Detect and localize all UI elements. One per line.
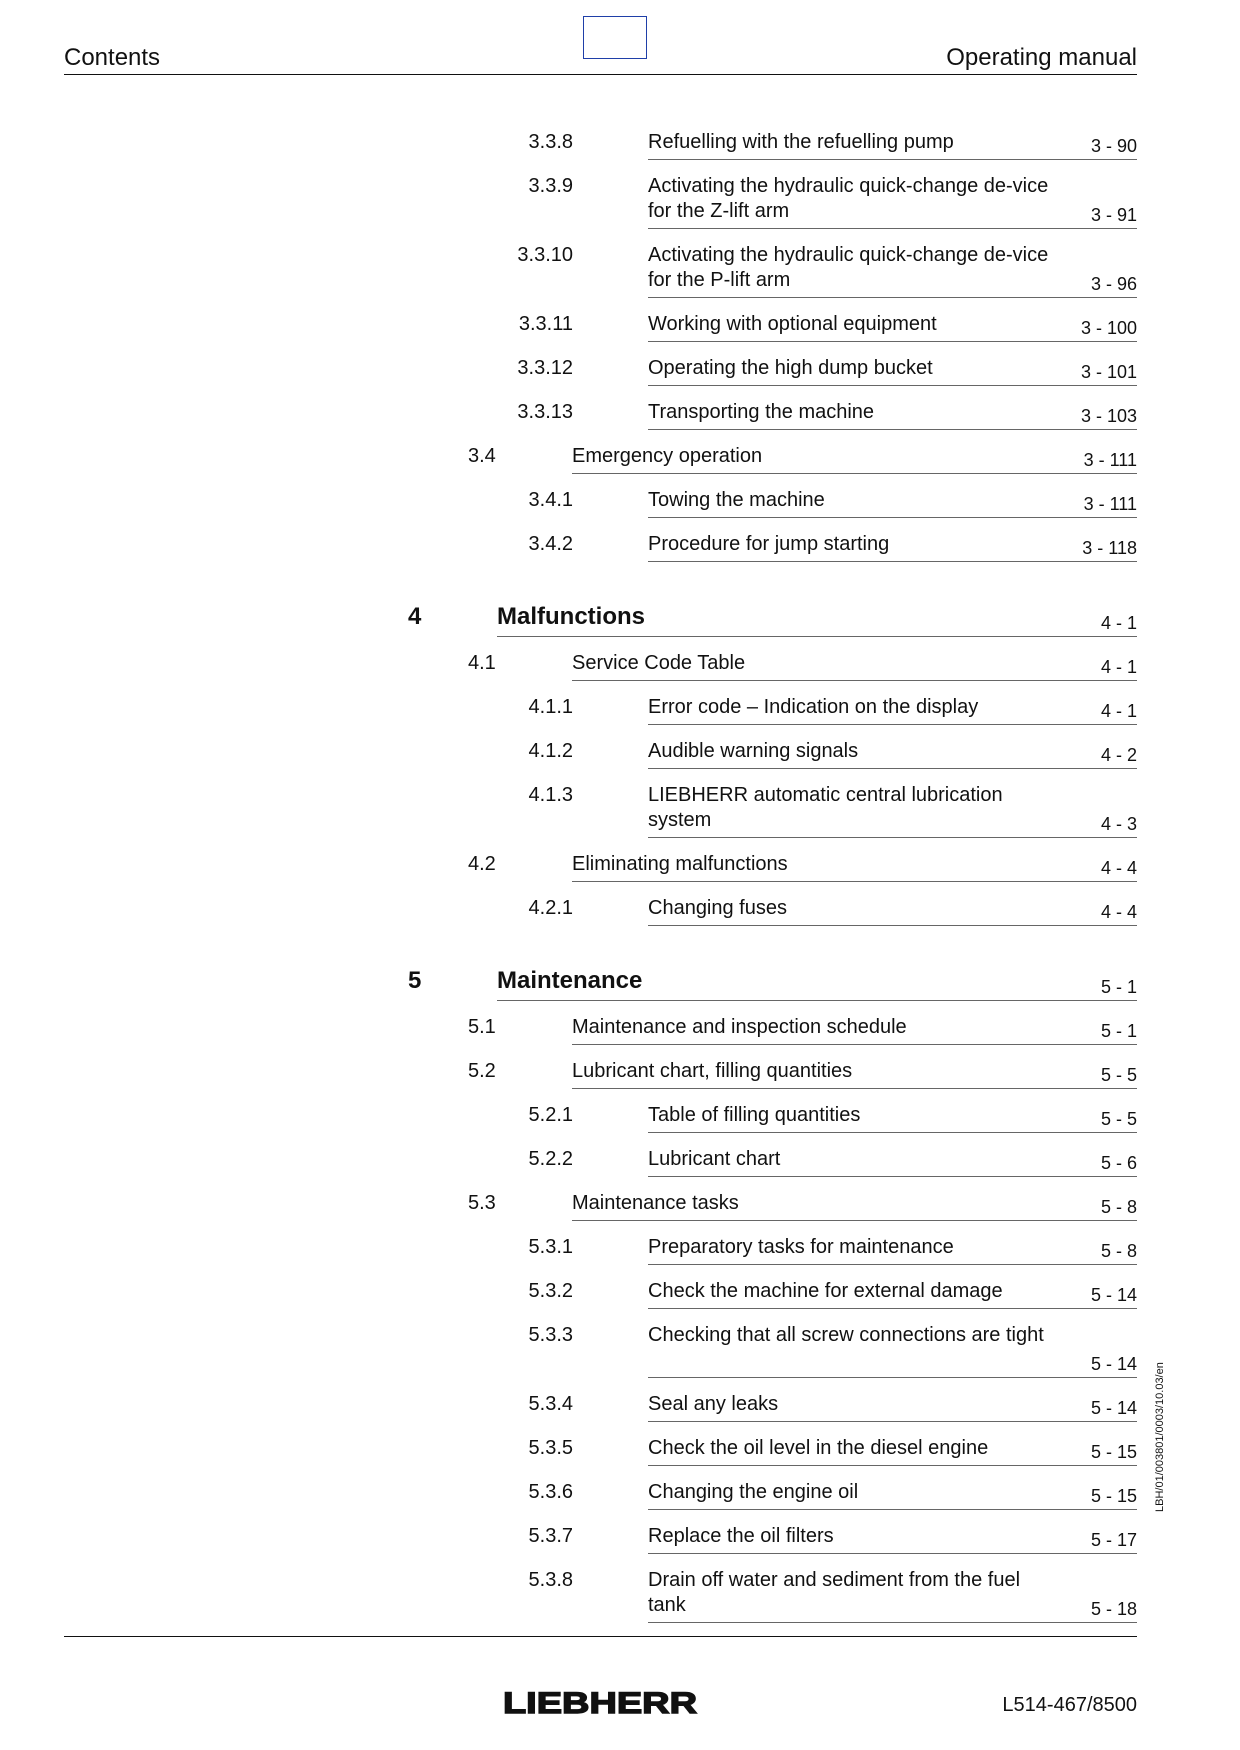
- toc-entry-number: 5.3.3: [528, 1324, 573, 1346]
- toc-entry-underline: [572, 473, 1137, 474]
- header-section-title: Contents: [64, 44, 161, 71]
- toc-entry-title: Eliminating malfunctions: [572, 853, 788, 875]
- liebherr-logo-text: LIEBHERR: [503, 1688, 698, 1718]
- toc-entry-number: 5.3.1: [528, 1236, 573, 1258]
- toc-entry[interactable]: [0, 1568, 1240, 1622]
- toc-entry-underline: [572, 1088, 1137, 1089]
- toc-entry-title: Lubricant chart, filling quantities: [572, 1060, 853, 1082]
- toc-entry[interactable]: [0, 1015, 1240, 1044]
- toc-entry-title: Refuelling with the refuelling pump: [648, 131, 954, 153]
- toc-entry-page: 5 - 6: [1100, 1153, 1137, 1173]
- toc-entry-number: 5.3.8: [528, 1569, 573, 1591]
- toc-entry-page: 5 - 15: [1090, 1486, 1137, 1506]
- document-code: LBH/01/003801/0003/10.03/en: [1154, 1362, 1166, 1512]
- toc-entry-page: 3 - 111: [1083, 494, 1137, 514]
- toc-entry-page: 3 - 96: [1090, 274, 1137, 294]
- toc-entry[interactable]: [0, 444, 1240, 473]
- toc-entry-underline: [648, 1132, 1137, 1133]
- toc-entry-number: 3.3.11: [518, 313, 573, 335]
- toc-entry-title: Procedure for jump starting: [648, 533, 890, 555]
- toc-entry-number: 3.3.12: [517, 357, 573, 379]
- toc-entry[interactable]: [0, 174, 1240, 228]
- toc-entry-title: Emergency operation: [572, 445, 763, 467]
- toc-entry-page: 5 - 5: [1100, 1109, 1137, 1129]
- toc-entry-page: 3 - 90: [1090, 136, 1137, 156]
- toc-entry-underline: [648, 925, 1137, 926]
- toc-entry[interactable]: [0, 1436, 1240, 1465]
- toc-entry-underline: [648, 1622, 1137, 1623]
- toc-entry[interactable]: [0, 1059, 1240, 1088]
- toc-entry-underline: [497, 636, 1137, 637]
- toc-entry-number: 4.1: [468, 652, 496, 674]
- toc-entry-page: 3 - 100: [1080, 318, 1137, 338]
- toc-entry-page: 5 - 15: [1090, 1442, 1137, 1462]
- toc-entry-title: Preparatory tasks for maintenance: [648, 1236, 954, 1258]
- toc-entry-title: Working with optional equipment: [648, 313, 937, 335]
- toc-entry-number: 5.3.7: [528, 1525, 573, 1547]
- toc-entry[interactable]: [0, 1392, 1240, 1421]
- toc-entry-underline: [648, 724, 1137, 725]
- toc-entry-number: 5.2: [468, 1060, 496, 1082]
- toc-entry[interactable]: [0, 532, 1240, 561]
- liebherr-logo: [500, 1688, 700, 1718]
- toc-entry[interactable]: [0, 356, 1240, 385]
- toc-entry-underline: [572, 881, 1137, 882]
- toc-entry[interactable]: [0, 1480, 1240, 1509]
- toc-entry-title: Seal any leaks: [648, 1393, 779, 1415]
- toc-entry-title: Changing fuses: [648, 897, 787, 919]
- toc-entry[interactable]: [0, 651, 1240, 680]
- toc-entry-number: 5.2.1: [528, 1104, 573, 1126]
- toc-entry-underline: [648, 297, 1137, 298]
- toc-entry-page: 5 - 18: [1090, 1599, 1137, 1619]
- toc-entry-underline: [648, 1421, 1137, 1422]
- toc-entry-title: Check the machine for external damage: [648, 1280, 1003, 1302]
- toc-entry-number: 3.3.10: [517, 244, 573, 266]
- model-number: L514-467/8500: [1002, 1694, 1137, 1716]
- toc-entry-title: Table of filling quantities: [648, 1104, 861, 1126]
- toc-entry-page: 5 - 17: [1090, 1530, 1137, 1550]
- toc-entry-page: 5 - 8: [1100, 1241, 1137, 1261]
- toc-entry[interactable]: [0, 130, 1240, 159]
- toc-entry-page: 4 - 4: [1100, 858, 1137, 878]
- toc-entry-underline: [648, 561, 1137, 562]
- toc-entry-page: 5 - 8: [1100, 1197, 1137, 1217]
- toc-entry-underline: [648, 429, 1137, 430]
- toc-entry-page: 5 - 14: [1090, 1398, 1137, 1418]
- toc-entry-underline: [648, 1465, 1137, 1466]
- toc-entry[interactable]: [0, 896, 1240, 925]
- header-document-title: Operating manual: [946, 44, 1137, 71]
- toc-entry-title: Error code – Indication on the display: [648, 696, 979, 718]
- toc-entry-page: 3 - 91: [1090, 205, 1137, 225]
- toc-entry-page: 4 - 3: [1100, 814, 1137, 834]
- toc-entry-underline: [648, 341, 1137, 342]
- toc-entry-title: Check the oil level in the diesel engine: [648, 1437, 989, 1459]
- toc-entry-underline: [648, 517, 1137, 518]
- toc-entry-title: Service Code Table: [572, 652, 746, 674]
- toc-entry-title: Changing the engine oil: [648, 1481, 859, 1503]
- toc-entry-page: 3 - 103: [1080, 406, 1137, 426]
- footer-divider: [64, 1636, 1137, 1637]
- toc-entry[interactable]: [0, 1147, 1240, 1176]
- toc-entry-number: 4.1.3: [528, 784, 573, 806]
- toc-entry-page: 5 - 14: [1090, 1285, 1137, 1305]
- toc-entry-title: Maintenance: [497, 967, 643, 994]
- toc-entry[interactable]: [0, 1235, 1240, 1264]
- toc-entry-title: Checking that all screw connections are tight: [648, 1324, 1044, 1346]
- toc-entry[interactable]: [0, 852, 1240, 881]
- toc-entry-number: 5: [408, 967, 422, 994]
- toc-entry-page: 4 - 1: [1100, 657, 1137, 677]
- toc-entry-title: Towing the machine: [648, 489, 825, 511]
- toc-entry-title: Lubricant chart: [648, 1148, 781, 1170]
- toc-entry-underline: [497, 1000, 1137, 1001]
- toc-entry-number: 3.3.8: [528, 131, 573, 153]
- toc-entry[interactable]: [0, 1103, 1240, 1132]
- toc-entry-page: 4 - 2: [1100, 745, 1137, 765]
- toc-entry-title: Activating the hydraulic quick-change de-vice for the P-lift arm: [648, 244, 1049, 291]
- toc-entry-underline: [648, 385, 1137, 386]
- toc-entry[interactable]: [0, 243, 1240, 297]
- toc-entry-page: 5 - 14: [1090, 1354, 1137, 1374]
- toc-entry[interactable]: [0, 1191, 1240, 1220]
- toc-entry[interactable]: [0, 1279, 1240, 1308]
- toc-entry-number: 3.3.13: [517, 401, 573, 423]
- toc-entry-number: 5.3.5: [528, 1437, 573, 1459]
- toc-entry-underline: [648, 768, 1137, 769]
- toc-entry-underline: [648, 1553, 1137, 1554]
- toc-entry-number: 5.3.4: [528, 1393, 573, 1415]
- toc-entry-underline: [648, 228, 1137, 229]
- toc-entry[interactable]: [0, 739, 1240, 768]
- toc-entry-number: 3.3.9: [528, 175, 573, 197]
- toc-entry-number: 5.1: [468, 1016, 496, 1038]
- toc-entry-page: 5 - 5: [1100, 1065, 1137, 1085]
- toc-entry[interactable]: [0, 602, 1240, 636]
- toc-entry-number: 5.3.6: [528, 1481, 573, 1503]
- toc-entry-title: Audible warning signals: [648, 740, 859, 762]
- toc-entry-number: 4.1.1: [528, 696, 573, 718]
- toc-entry-underline: [648, 837, 1137, 838]
- toc-entry-underline: [572, 1220, 1137, 1221]
- toc-entry[interactable]: [0, 966, 1240, 1000]
- toc-entry-title: Replace the oil filters: [648, 1525, 834, 1547]
- toc-entry[interactable]: [0, 1323, 1240, 1377]
- toc-entry-page: 3 - 101: [1080, 362, 1137, 382]
- toc-entry-number: 4.2.1: [528, 897, 573, 919]
- toc-entry-page: 4 - 4: [1100, 902, 1137, 922]
- toc-entry-underline: [572, 680, 1137, 681]
- toc-entry-title: Maintenance tasks: [572, 1192, 739, 1214]
- toc-entry-number: 3.4: [468, 445, 496, 467]
- toc-entry-title: Transporting the machine: [648, 401, 875, 423]
- toc-entry-underline: [648, 1264, 1137, 1265]
- toc-entry-underline: [648, 1308, 1137, 1309]
- toc-entry-underline: [648, 1377, 1137, 1378]
- toc-entry-title: Operating the high dump bucket: [648, 357, 933, 379]
- toc-entry-number: 3.4.1: [528, 489, 573, 511]
- toc-entry-title: Drain off water and sediment from the fuel tank: [648, 1569, 1021, 1616]
- toc-entry-number: 5.2.2: [528, 1148, 573, 1170]
- toc-entry-page: 3 - 118: [1082, 538, 1137, 558]
- toc-entry[interactable]: [0, 783, 1240, 837]
- toc-entry-page: 4 - 1: [1100, 701, 1137, 721]
- toc-entry-underline: [648, 159, 1137, 160]
- toc-entry-page: 4 - 1: [1100, 613, 1137, 633]
- toc-entry-number: 3.4.2: [528, 533, 573, 555]
- toc-entry-underline: [648, 1176, 1137, 1177]
- toc-entry-number: 5.3.2: [528, 1280, 573, 1302]
- toc-entry-number: 4.2: [468, 853, 496, 875]
- toc-entry-title: LIEBHERR automatic central lubrication system: [648, 784, 1003, 831]
- toc-entry[interactable]: [0, 400, 1240, 429]
- toc-entry-title: Activating the hydraulic quick-change de-vice for the Z-lift arm: [648, 175, 1049, 222]
- toc-entry-title: Maintenance and inspection schedule: [572, 1016, 907, 1038]
- toc-entry[interactable]: [0, 1524, 1240, 1553]
- toc-entry[interactable]: [0, 695, 1240, 724]
- toc-entry-underline: [648, 1509, 1137, 1510]
- toc-entry-title: Malfunctions: [497, 603, 645, 630]
- toc-entry-number: 4: [408, 603, 422, 630]
- toc-entry-page: 5 - 1: [1100, 977, 1137, 997]
- toc-entry-page: 3 - 111: [1083, 450, 1137, 470]
- toc-entry-number: 5.3: [468, 1192, 496, 1214]
- toc-entry-underline: [572, 1044, 1137, 1045]
- toc-entry[interactable]: [0, 488, 1240, 517]
- toc-entry[interactable]: [0, 312, 1240, 341]
- toc-entry-page: 5 - 1: [1100, 1021, 1137, 1041]
- toc-entry-number: 4.1.2: [528, 740, 573, 762]
